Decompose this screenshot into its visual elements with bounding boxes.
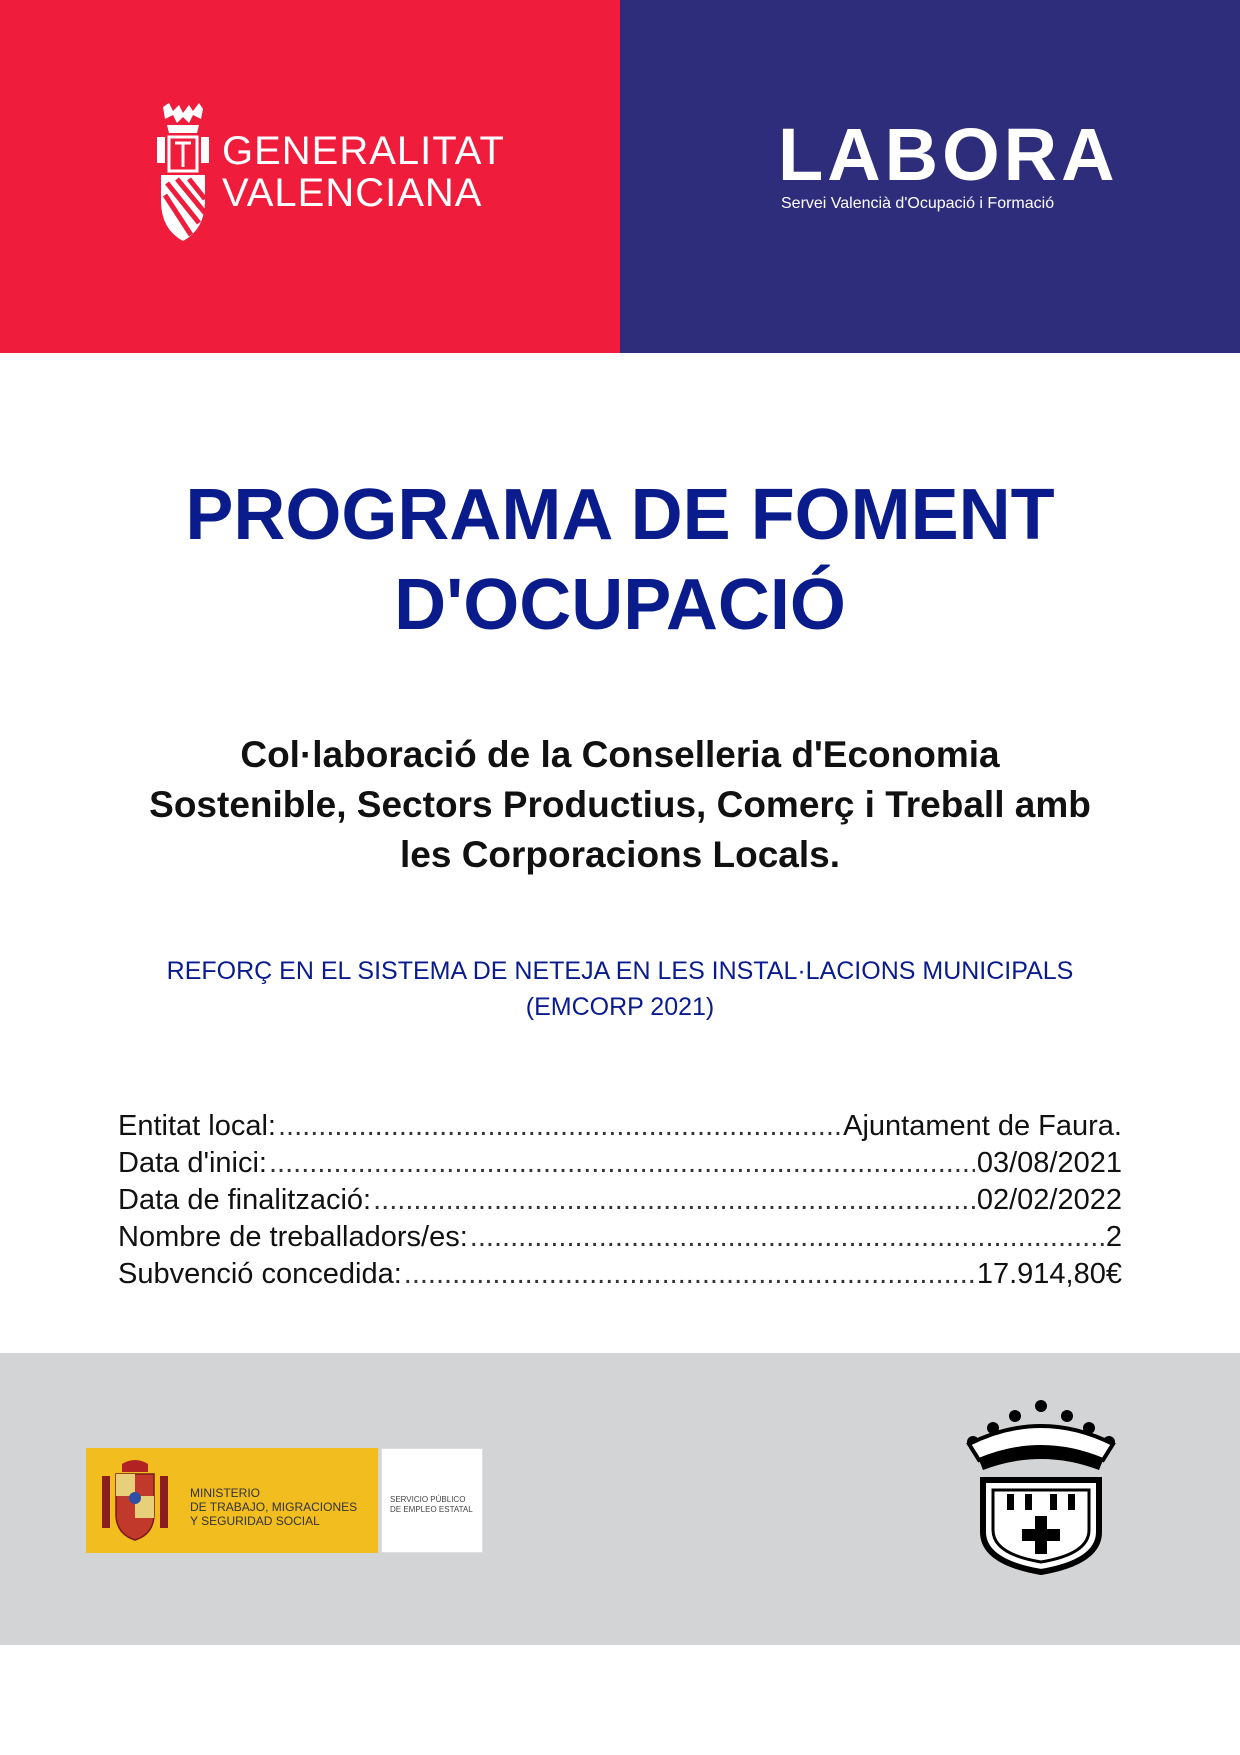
detail-row-grant bbox=[118, 1256, 1122, 1293]
dot-leader bbox=[404, 1256, 975, 1293]
detail-value: Ajuntament de Faura. bbox=[843, 1110, 1122, 1142]
detail-row-start-date bbox=[118, 1145, 1122, 1182]
detail-value: 02/02/2022 bbox=[976, 1184, 1122, 1216]
subtitle-line3: les Corporacions Locals. bbox=[399, 834, 841, 875]
detail-value: 17.914,80€ bbox=[976, 1258, 1122, 1290]
project-name bbox=[100, 953, 1140, 1025]
subtitle-line2: Sostenible, Sectors Productius, Comerç i Treball amb bbox=[149, 784, 1091, 825]
detail-label: Entitat local: bbox=[118, 1110, 276, 1142]
ministry-line2: DE TRABAJO, MIGRACIONES bbox=[190, 1500, 358, 1514]
detail-row-workers bbox=[118, 1219, 1122, 1256]
sepe-line1: SERVICIO PÚBLICO bbox=[390, 1495, 466, 1504]
generalitat-line1: GENERALITAT bbox=[222, 129, 505, 173]
labora-subtitle: Servei Valencià d'Ocupació i Formació bbox=[781, 195, 1055, 212]
project-line1: REFORÇ EN EL SISTEMA DE NETEJA EN LES INSTAL·LACIONS MUNICIPALS bbox=[166, 957, 1074, 985]
ministry-line1: MINISTERIO bbox=[190, 1486, 261, 1500]
dot-leader bbox=[470, 1219, 1104, 1256]
ministry-logo bbox=[86, 1448, 378, 1553]
project-details bbox=[118, 1108, 1122, 1293]
ministry-text bbox=[190, 1486, 357, 1528]
sepe-logo bbox=[381, 1448, 483, 1553]
dot-leader bbox=[278, 1108, 841, 1145]
subtitle-line1: Col·laboració de la Conselleria d'Economia bbox=[240, 734, 1000, 775]
detail-label: Nombre de treballadors/es: bbox=[118, 1221, 468, 1253]
sepe-line2: DE EMPLEO ESTATAL bbox=[390, 1505, 473, 1514]
detail-label: Data d'inici: bbox=[118, 1147, 267, 1179]
dot-leader bbox=[269, 1145, 975, 1182]
generalitat-logo-panel bbox=[0, 0, 620, 353]
labora-brand: LABORA bbox=[778, 113, 1119, 196]
sepe-text bbox=[390, 1495, 473, 1515]
header bbox=[0, 0, 1240, 353]
detail-row-entity bbox=[118, 1108, 1122, 1145]
detail-value: 2 bbox=[1105, 1221, 1122, 1253]
dot-leader bbox=[373, 1182, 975, 1219]
detail-value: 03/08/2021 bbox=[976, 1147, 1122, 1179]
spain-coat-of-arms-icon bbox=[100, 1458, 170, 1544]
generalitat-line2: VALENCIANA bbox=[222, 171, 483, 215]
detail-label: Data de finalització: bbox=[118, 1184, 372, 1216]
generalitat-emblem-icon bbox=[155, 103, 211, 243]
generalitat-wordmark bbox=[222, 130, 505, 214]
collaboration-subtitle bbox=[100, 730, 1140, 880]
title-line1: PROGRAMA DE FOMENT bbox=[185, 475, 1055, 555]
page-title bbox=[0, 470, 1240, 650]
detail-label: Subvenció concedida: bbox=[118, 1258, 402, 1290]
title-line2: D'OCUPACIÓ bbox=[394, 565, 846, 645]
project-line2: (EMCORP 2021) bbox=[525, 993, 715, 1021]
detail-row-end-date bbox=[118, 1182, 1122, 1219]
faura-coat-of-arms-icon bbox=[963, 1398, 1119, 1576]
ministry-line3: Y SEGURIDAD SOCIAL bbox=[190, 1514, 320, 1528]
